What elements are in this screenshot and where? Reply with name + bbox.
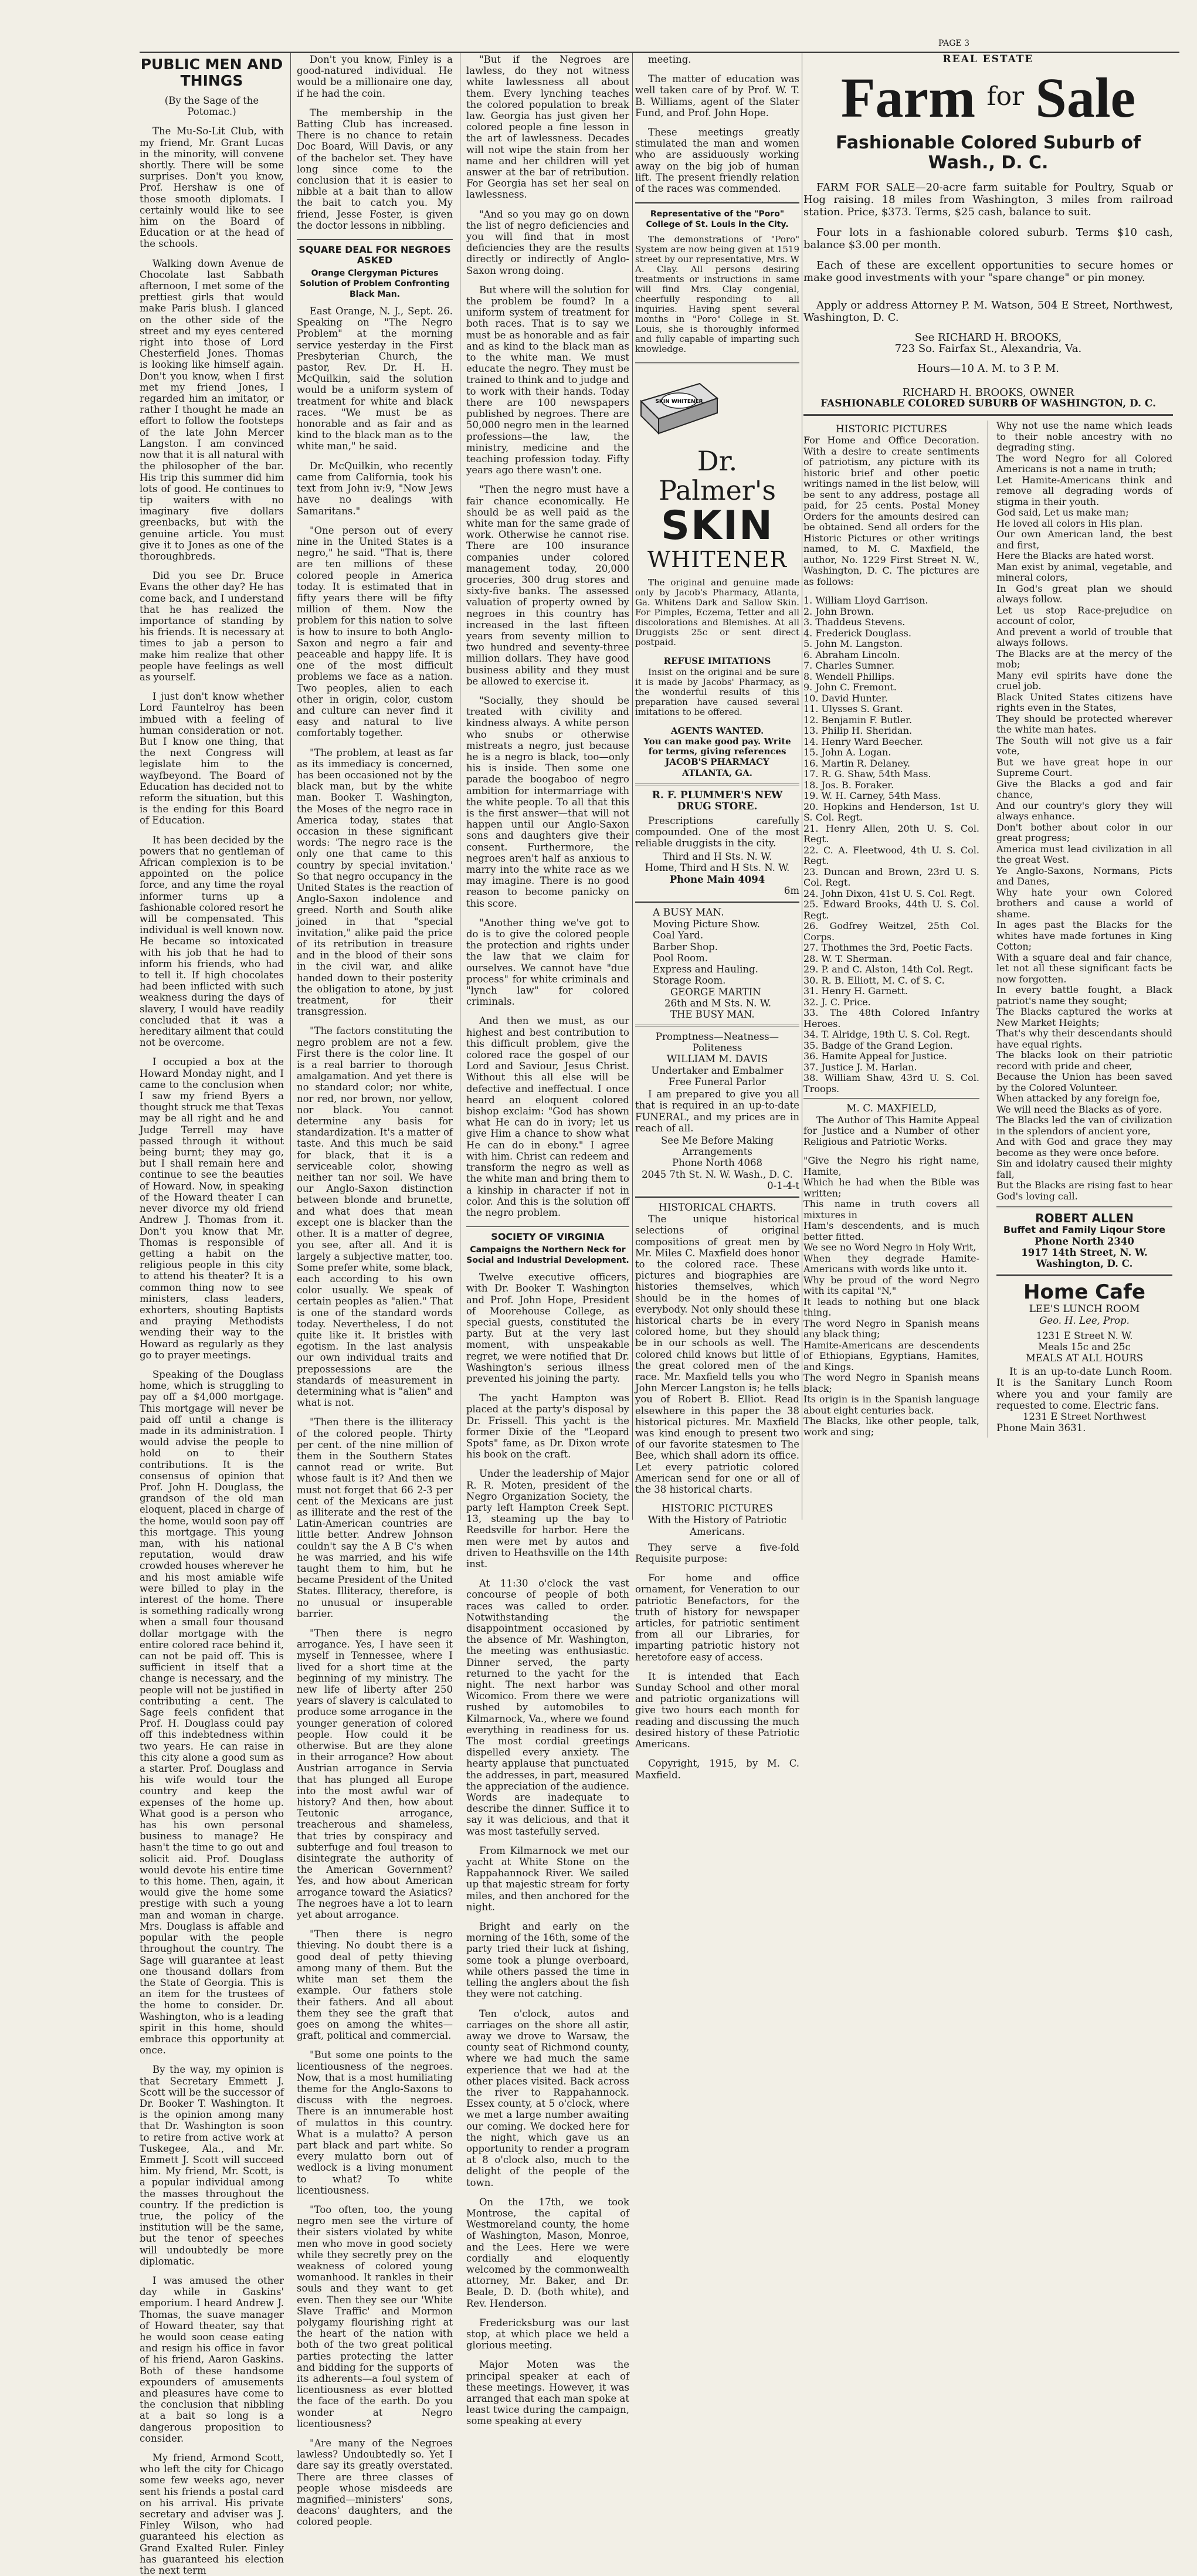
list-item: Black United States citizens have rights even in the States, — [996, 691, 1172, 714]
list-item: The Blacks, like other people, talk, work and sing; — [803, 1415, 979, 1438]
list-item: And our country's glory they will always enhance. — [996, 799, 1172, 822]
list-item: And prevent a world of trouble that always follows. — [996, 626, 1172, 649]
column-4 — [635, 54, 799, 1781]
paragraph: "Then there is negro arrogance. Yes, I have seen it myself in Tennessee, where I lived for a short time at the beginning of my ministry. The new life of liberty after 250 years of slavery is calculated to produce some arrogance in the younger generation of colored people. How could it be otherwise. But are they alone in their arrogance? How about Austrian arrogance in Servia that has plunged all Europe into the most awful war of history? And then, how about Teutonic arrogance, treacherous and shameless, that tries by conspiracy and subterfuge and foul treason to disintegrate the authority of the American Government? Yes, and how about American arrogance toward the Asiatics? The negroes have a lot to learn yet about arrogance. — [297, 1628, 453, 1921]
each-text: Each of these are excellent opportunities to secure homes or make good investments with your "spare change" or pin money. — [803, 259, 1173, 284]
paragraph: For home and office ornament, for Veneration to our patriotic Benefactors, for the truth of history for newspaper articles, for patriotic sentiment from all our Libraries, for imparting patriotic history not heretofore easy of access. — [635, 1572, 799, 1663]
see-address: 723 So. Fairfax St., Alexandria, Va. — [894, 343, 1082, 355]
davis-role: Undertaker and Embalmer — [651, 1065, 784, 1076]
list-item: When attacked by any foreign foe, — [996, 1093, 1160, 1104]
column-rule — [290, 53, 291, 1520]
list-item: 7. Charles Sumner. — [803, 660, 895, 672]
list-item: 32. J. C. Price. — [803, 996, 871, 1008]
busy-man-ad — [635, 907, 799, 1020]
list-item: The word Negro for all Colored Americans is not a name in truth; — [996, 452, 1172, 475]
davis-code: 0-1-4-t — [767, 1179, 799, 1191]
list-item: Which he had when the Bible was written; — [803, 1177, 979, 1199]
list-item: We see no Word Negro in Holy Writ, — [803, 1242, 976, 1253]
divider — [297, 239, 453, 240]
divider — [803, 1098, 979, 1099]
poro-heading: Representative of the "Poro" College of St. Louis in the City. — [646, 209, 789, 230]
farm-text: FARM FOR SALE—20-acre farm suitable for Poultry, Squab or Hog raising. 18 miles from Washington, 3 miles from railroad station. Price, $373. Terms, $25 cash, balance to suit. — [803, 181, 1173, 219]
divider — [635, 784, 799, 785]
list-item: In God's great plan we should always follow. — [996, 582, 1172, 605]
paragraph: The matter of education was well taken care of by Prof. W. T. B. Williams, agent of the Slater Fund, and Prof. John Hope. — [635, 73, 799, 118]
hours: Hours—10 A. M. to 3 P. M. — [917, 362, 1059, 375]
list-item: Man exist by animal, vegetable, and mineral colors, — [996, 561, 1172, 584]
hp-heading: HISTORIC PICTURES — [835, 423, 948, 436]
palmer-name: Dr. Palmer's — [658, 445, 776, 507]
divider — [996, 1206, 1172, 1208]
paragraph: And then we must, as our highest and best contribution to this difficult problem, give the colored race the gospel of our Lord and Saviour, Jesus Christ. Without this all else will be defective and ineffectual. I once heard an eloquent colored bishop exclaim: "God has shown what He can do in ivory; let us give Him a chance to show what He can do in ebony." I agree with him. Christ can redeem and transform the negro as well as the white man and bring them to a kinship in character if not in color. And this is the solution off the negro problem. — [466, 1015, 629, 1218]
article-body — [297, 306, 453, 2528]
busy-list — [653, 918, 799, 986]
list-item: 2. John Brown. — [803, 605, 874, 617]
paragraph: Ten o'clock, autos and carriages on the shore all astir, away we drove to Warsaw, the county seat of Richmond county, where we had much the same experience that we had at the other places visited. Back across the river to Rappahannock. Essex county, at 5 o'clock, where we met a large number awaiting our coming. We docked here for the night, which gave us an opportunity to render a program at 8 o'clock also, much to the delight of the people of the town. — [466, 2008, 629, 2188]
farm-for-sale-headline — [803, 66, 1173, 130]
list-item: 6. Abraham Lincoln. — [803, 649, 900, 660]
paragraph: On the 17th, we took Montrose, the capital of Westmoreland county, the home of Washington, Mason, Monroe, and the Lees. Here we were cordially and eloquently welcomed by the commonwealth attorney, Mr. Baker, and Dr. Beale, D. D. (both white), and Rev. Henderson. — [466, 2196, 629, 2309]
cafe-text: It is an up-to-date Lunch Room. It is the Sanitary Lunch Room where you and your family are requested to come. Electric fans. — [996, 1366, 1172, 1411]
list-item: Give the Blacks a god and fair chance, — [996, 778, 1172, 801]
article-body — [635, 54, 799, 194]
column-rule — [632, 53, 633, 1520]
list-item: God said, Let us make man; — [996, 507, 1129, 518]
paragraph: It is intended that Each Sunday School and other moral and patriotic organizations will give two hours each month for reading and discussing the much desired history of these Patriotic Americans. — [635, 1670, 799, 1750]
paragraph: I just don't know whether Lord Fauntelroy has been imbued with a feeling of human consideration or not. But I know one thing, that the next Congress will legislate him to the wayfbeyond. The Board of Education has decided not to reform the situation, but this is the ending for this Board of Education. — [140, 691, 284, 826]
top-rule — [140, 52, 1179, 53]
list-item: 18. Jos. B. Foraker. — [803, 779, 894, 791]
paragraph: meeting. — [648, 54, 691, 65]
paragraph: "Socially, they should be treated with civility and kindness always. A white person who snubs or otherwise mistreats a negro, just because he is a negro is black, too—only his is inside. Then some one parade the boogaboo of negro ambition for intermarriage with the white people. To all that this is the first answer—that will not happen until our Anglo-Saxon sons and daughters give their consent. Furthermore, the negroes aren't half as anxious to marry into the white race as we may imagine. There is no good reason to become panicky on this score. — [466, 694, 629, 909]
paragraph: "But some one points to the licentiousness of the negroes. Now, that is a most humiliating theme for the Anglo-Saxons to discuss with the negroes. There is an innumerable host of mulattos in this country. What is a mulatto? A person part black and part white. So every mulatto born out of wedlock is a living monument to what? To white licentiousness. — [297, 2049, 453, 2196]
list-item: Sin and idolatry caused their mighty fall, — [996, 1158, 1172, 1180]
list-item: 10. David Hunter. — [803, 692, 888, 704]
list-item: Its origin is in the Spanish language about eight centuries back. — [803, 1394, 979, 1416]
lots-text: Four lots in a fashionable colored suburb. Terms $10 cash, balance $3.00 per month. — [803, 226, 1173, 252]
cafe-meals: Meals 15c and 25c — [1038, 1341, 1131, 1353]
box-label: SKIN WHITENER — [655, 399, 703, 405]
busy-address: 26th and M Sts. N. W. — [664, 997, 771, 1009]
list-item: Many evil spirits have done the cruel job. — [996, 669, 1172, 692]
list-item: This name in truth covers all mixtures in — [803, 1198, 979, 1221]
palmer-skin: SKIN — [661, 503, 774, 550]
list-item: 19. W. H. Carney, 54th Mass. — [803, 790, 941, 802]
list-item: They should be protected wherever the white man hates. — [996, 713, 1172, 735]
list-item: 22. C. A. Fleetwood, 4th U. S. Col. Regt. — [803, 844, 979, 867]
list-item: With a square deal and fair chance, let not all these significant facts be now forgotten. — [996, 951, 1172, 985]
list-item: 3. Thaddeus Stevens. — [803, 616, 906, 628]
cafe-phone: Phone Main 3631. — [996, 1422, 1086, 1434]
paragraph: "Another thing we've got to do is to give the colored people the protection and rights under the law that we claim for ourselves. We cannot have "due process" for white criminals and "lynch law" for colored criminals. — [466, 917, 629, 1008]
right-subcolumn — [996, 421, 1172, 1438]
lower-section — [803, 421, 1173, 1438]
list-item: The blacks look on their patriotic record with pride and cheer, — [996, 1049, 1172, 1072]
article-headline: SQUARE DEAL FOR NEGROES ASKED — [299, 244, 451, 266]
list-item: 33. The 48th Colored Infantry Heroes. — [803, 1007, 979, 1029]
palmer-text: You can make good pay. Write for terms, giving references — [643, 735, 791, 757]
plummer-ad — [635, 790, 799, 896]
list-item: Pool Room. — [653, 952, 708, 964]
divider — [803, 414, 1173, 416]
paragraph: It has been decided by the powers that no gentleman of African complexion is to be appointed on the police force, and any time the royal informer turns up a fashionable colored resort he will be compensated. This individual is well known now. He became so intoxicated with his job that he had to inform his friends, who had to tell it. If high chocolates had been inflicted with such weakness during the days of slavery, I would have readily concluded that it was a hereditary ailment that could not be overcome. — [140, 834, 284, 1049]
list-item: 9. John C. Fremont. — [803, 682, 897, 693]
list-item: 1. William Lloyd Garrison. — [803, 595, 928, 606]
list-item: Here the Blacks are hated worst. — [996, 550, 1154, 562]
hp-list — [803, 595, 979, 1094]
paragraph: The membership in the Batting Club has increased. There is no chance to retain Doc Board, Will Davis, or any of the bachelor set. They have long since come to the conclusion that it is easier to nibble at a bait than to allow the bait to catch you. My friend, Jesse Foster, is given the doctor lessons in nibbling. — [297, 107, 453, 231]
list-item: Ye Anglo-Saxons, Normans, Picts and Danes, — [996, 865, 1172, 887]
busy-title: A BUSY MAN. — [653, 907, 724, 919]
list-item: The word Negro in Spanish means any black thing; — [803, 1317, 979, 1340]
list-item: Hamite-Americans are descendents of Ethiopians, Egyptians, Hamites, and Kings. — [803, 1339, 979, 1372]
list-item: Why be proud of the word Negro with its capital "N," — [803, 1274, 979, 1297]
list-item: 24. John Dixon, 41st U. S. Col. Regt. — [803, 887, 975, 899]
palmer-ad — [635, 369, 799, 779]
paragraph: "Then there is the illiteracy of the colored people. Thirty per cent. of the nine million of them in the Southern States cannot read or write. But whose fault is it? And then we must not forget that 66 2-3 per cent of the Mexicans are just as illiterate and the rest of the Latin-American countries are little better. Andrew Johnson couldn't say the A B C's when he was married, and his wife taught them to him, but he became President of the United States. Illiteracy, therefore, is no unusual or insuperable barrier. — [297, 1416, 453, 1619]
article-subheadline: Campaigns the Northern Neck for Social and Industrial Development. — [466, 1245, 629, 1266]
list-item: 16. Martin R. Delaney. — [803, 757, 910, 769]
list-item: Let us stop Race-prejudice on account of color, — [996, 604, 1172, 627]
list-item: Don't bother about color in our great progress; — [996, 821, 1172, 844]
paragraph: "Then there is negro thieving. No doubt there is a good deal of petty thieving among many of them. But the white man set them the example. Our fathers stole their fathers. And all about them they see the graft that goes on among the whites—graft, political and commercial. — [297, 1928, 453, 2042]
column-5 — [803, 54, 1173, 1519]
list-item: Let Hamite-Americans think and remove all degrading words of stigma in their youth. — [996, 474, 1172, 507]
list-item: 5. John M. Langston. — [803, 638, 903, 650]
paragraph: Did you see Dr. Bruce Evans the other day? He has come back, and I understand that he has realized the importance of standing by his friends. It is necessary at times to jab a person to make him realize that other people have feelings as well as yourself. — [140, 570, 284, 683]
list-item: 29. P. and C. Alston, 14th Col. Regt. — [803, 964, 974, 975]
divider — [996, 1274, 1172, 1276]
list-item: The word Negro in Spanish means black; — [803, 1372, 979, 1394]
list-item: 26. Godfrey Weitzel, 25th Col. Corps. — [803, 920, 979, 943]
apply-text: Apply or address Attorney P. M. Watson, 504 E Street, Northwest, Washington, D. C. — [803, 299, 1173, 324]
left-subcolumn — [803, 421, 979, 1438]
byline: (By the Sage of the Potomac.) — [164, 95, 259, 118]
list-item: He loved all colors in His plan. — [996, 517, 1143, 529]
paragraph: Major Moten was the principal speaker at each of these meetings. However, it was arranged that each man spoke at least twice during the campaign, some speaking at every — [466, 2359, 629, 2427]
hp-body — [635, 1542, 799, 1781]
owner-sub: FASHIONABLE COLORED SUBURB OF WASHINGTON, D. C. — [820, 398, 1157, 410]
list-item: Moving Picture Show. — [653, 918, 760, 930]
sale-word: Sale — [1035, 66, 1136, 130]
list-item: 11. Ulysses S. Grant. — [803, 703, 903, 715]
list-item: When they degrade Hamite-Americans with words like unto it. — [803, 1252, 979, 1275]
list-item: And with God and grace they may become as they were once before. — [996, 1136, 1172, 1158]
paragraph: My friend, Armond Scott, who left the city for Chicago some few weeks ago, never sent his friends a postal card on his arrival. His private secretary and adviser was J. Finley Wilson, who had guaranteed his election as Grand Exalted Ruler. Finley has guaranteed his election the next term — [140, 2452, 284, 2576]
plummer-phone: Phone Main 4094 — [669, 873, 765, 885]
palmer-text: The original and genuine made only by Jacob's Pharmacy, Atlanta, Ga. Whitens Dark and Sallow Skin. For Pimples, Eczema, Tetter and all discolorations and Blemishes. At all Druggists 25c or sent direct postpaid. — [635, 577, 799, 648]
davis-ad — [635, 1031, 799, 1191]
list-item: "Give the Negro his right name, Hamite, — [803, 1155, 979, 1177]
article-headline: SOCIETY OF VIRGINIA — [491, 1231, 605, 1243]
list-item: Barber Shop. — [653, 941, 718, 953]
list-item: 23. Duncan and Brown, 23rd U. S. Col. Regt. — [803, 866, 979, 889]
paragraph: By the way, my opinion is that Secretary Emmett J. Scott will be the successor of Dr. Booker T. Washington. It is the opinion among many that Dr. Washington is soon to retire from active work at Tuskegee, Ala., and Mr. Emmett J. Scott will succeed him. My friend, Mr. Scott, is a popular individual among the masses throughout the country. If the prediction is true, the policy of the institution will be the same, but the tenor of speeches will undoubtedly be more diplomatic. — [140, 2064, 284, 2267]
list-item: We will need the Blacks as of yore. — [996, 1103, 1162, 1115]
paragraph: Fredericksburg was our last stop, at which place we held a glorious meeting. — [466, 2317, 629, 2351]
list-item: Because the Union has been saved by the Colored Volunteer. — [996, 1071, 1172, 1093]
cafe-sub: LEE'S LUNCH ROOM — [1029, 1303, 1140, 1316]
hp-intro: For Home and Office Decoration. With a desire to create sentiments of patriotism, any picture with its historic brief and other poetic writings named in the list below, will be sent to any address, postage all paid, for 25 cents. Postal Money Orders for the amounts desired can be obtained. Send all orders for the Historic Pictures or other writings named, to M. C. Maxfield, the author, No. 1229 First Street N. W., Washington, D. C. The pictures are as follows: — [803, 435, 979, 587]
list-item: 28. W. T. Sherman. — [803, 953, 893, 964]
list-item: The Blacks captured the works at New Market Heights; — [996, 1006, 1172, 1028]
allen-address: 1917 14th Street, N. W. — [1021, 1246, 1148, 1258]
paragraph: "Then the negro must have a fair chance economically. He should be as well paid as the white man for the same grade of work. Otherwise he cannot rise. There are 100 insurance companies under colored management today, 20,000 groceries, 300 drug stores and sixty-five banks. The assessed valuation of property owned by negroes in this country has increased in the last fifteen years from seventy million to two hundred and seventy-three million dollars. They have good business ability and they must be allowed to exercise it. — [466, 484, 629, 687]
plummer-address: Home, Third and H Sts. N. W. — [645, 862, 790, 874]
palmer-pharmacy: JACOB'S PHARMACY — [665, 756, 769, 767]
see-name: See RICHARD H. BROOKS, — [914, 331, 1062, 344]
davis-phone: Phone North 4068 — [672, 1157, 763, 1169]
plummer-title: R. F. PLUMMER'S NEW DRUG STORE. — [652, 789, 783, 813]
list-item: The Blacks are at the mercy of the mob; — [996, 648, 1172, 670]
list-item: 31. Henry H. Garnett. — [803, 985, 908, 997]
skin-whitener-box-icon — [635, 375, 723, 439]
plummer-address: Third and H Sts. N. W. — [662, 851, 772, 863]
cafe-address: 1231 E Street N. W. — [1036, 1330, 1133, 1341]
list-item: Why hate your own Colored brothers and cause a world of shame. — [996, 886, 1172, 920]
charts-text: The unique historical selections of original compositions of great men by Mr. Miles C. Maxfield does honor to the colored race. These pictures and biographies are histories themselves, which should be in the homes of everybody. Not only should these historical charts be in every colored home, but they should be in our schools as well. The colored child knows but little of the great colored men of the race. Mr. Maxfield tells you who John Mercer Langston is; he tells you of Robert B. Elliot. Read elsewhere in this paper the 38 historical pictures. Mr. Maxfield was kind enough to present two of our favorite statesmen to The Bee, which shall adorn its office. Let every patriotic colored American send for one or all of the 38 historical charts. — [635, 1214, 799, 1496]
cafe-prop: Geo. H. Lee, Prop. — [1039, 1315, 1130, 1327]
for-word: for — [986, 82, 1025, 112]
allen-ad — [996, 1213, 1172, 1269]
paragraph: "Are many of the Negroes lawless? Undoubtedly so. Yet I dare say its greatly overstated. There are three classes of people whose misdeeds are magnified—ministers' sons, deacons' daughters, and the colored people. — [297, 2438, 453, 2528]
list-item: 25. Edward Brooks, 44th U. S. Col. Regt. — [803, 899, 979, 921]
busy-tag: THE BUSY MAN. — [670, 1008, 755, 1020]
list-item: 17. R. G. Shaw, 54th Mass. — [803, 768, 931, 780]
real-estate-label: REAL ESTATE — [942, 53, 1034, 65]
allen-sub: Buffet and Family Liqour Store — [1003, 1224, 1166, 1236]
list-item: 14. Henry Ward Beecher. — [803, 735, 924, 747]
list-item: In every battle fought, a Black patriot's name they sought; — [996, 984, 1172, 1006]
paragraph: They serve a five-fold Requisite purpose: — [635, 1541, 799, 1565]
palmer-agents: AGENTS WANTED. — [670, 725, 764, 736]
maxfield-name: M. C. MAXFIELD, — [846, 1103, 937, 1115]
davis-address: 2045 7th St. N. W. Wash., D. C. — [642, 1168, 793, 1180]
list-item: 4. Frederick Douglass. — [803, 627, 911, 639]
list-item: Ham's descendents, and is much better fitted. — [803, 1220, 979, 1242]
paragraph: Dr. McQuilkin, who recently came from California, took his text from John iv:9, "Now Jews have no dealings with Samaritans." — [297, 460, 453, 517]
paragraph: East Orange, N. J., Sept. 26. Speaking on "The Negro Problem" at the morning service yesterday in the First Presbyterian Church, the pastor, Rev. Dr. H. H. McQuilkin, said the solution would be a uniform system of treatment for white and black races. "We must be as honorable and as fair and as kind to the black man as to the white man," he said. — [297, 306, 453, 452]
divider — [635, 362, 799, 364]
paragraph: Copyright, 1915, by M. C. Maxfield. — [635, 1758, 799, 1781]
list-item: Coal Yard. — [653, 930, 704, 941]
page-number: PAGE 3 — [938, 39, 970, 48]
davis-text: I am prepared to give you all that is required in an up-to-date FUNERAL, and my prices are in reach of all. — [635, 1089, 799, 1134]
list-item: Why not use the name which leads to their noble ancestry with no degrading sting. — [996, 420, 1172, 453]
davis-name: WILLIAM M. DAVIS — [666, 1053, 768, 1065]
palmer-city: ATLANTA, GA. — [682, 768, 752, 779]
paragraph: Twelve executive officers, with Dr. Booker T. Washington and Prof. John Hope, President of Moorehouse College, as special guests, constituted the party. But at the very last moment, with unspeakable regret, we were notified that Dr. Washington's serious illness prevented his joining the party. — [466, 1272, 629, 1384]
divider — [635, 1196, 799, 1198]
suburb-headline: Fashionable Colored Suburb of Wash., D. C. — [836, 133, 1141, 174]
list-item: 36. Hamite Appeal for Justice. — [803, 1050, 947, 1062]
article-body — [297, 54, 453, 231]
busy-name: GEORGE MARTIN — [670, 986, 761, 998]
divider — [635, 901, 799, 903]
list-item: 30. R. B. Elliott, M. C. of S. C. — [803, 974, 945, 986]
paragraph: From Kilmarnock we met our yacht at White Stone on the Rappahannock River. We sailed up that majestic stream for forty miles, and then anchored for the night. — [466, 1845, 629, 1913]
palmer-whitener: WHITENER — [647, 547, 787, 573]
article-body — [466, 1272, 629, 2427]
list-item: In ages past the Blacks for the whites have made fortunes in King Cotton; — [996, 919, 1172, 953]
charts-heading: HISTORICAL CHARTS. — [658, 1201, 776, 1214]
divider — [635, 1025, 799, 1026]
paragraph: Walking down Avenue de Chocolate last Sabbath afternoon, I met some of the prettiest girls that would make Paris blush. I glanced on the other side of the street and my eyes centered right into those of Lord Chesterfield Jones. Thomas is looking like himself again. Don't you know, when I first met my friend Jones, I regarded him an imitator, or rather I thought he made an effort to follow the footsteps of the late John Mercer Langston. I am convinced now that it is all natural with the philosopher of the bar. His trip this summer did him lots of good. He continues to tip waiters with no imaginary five dollars greenbacks, but with the genuine article. You must give it to Jones as one of the thoroughbreds. — [140, 257, 284, 562]
column-3 — [466, 54, 629, 2427]
cafe-ad — [996, 1280, 1172, 1433]
column-2 — [297, 54, 453, 2528]
owner: RICHARD H. BROOKS, OWNER — [902, 386, 1074, 399]
list-item: 21. Henry Allen, 20th U. S. Col. Regt. — [803, 822, 979, 845]
allen-phone: Phone North 2340 — [1035, 1235, 1134, 1247]
palmer-text: Insist on the original and be sure it is made by Jacobs' Pharmacy, as the wonderful results of this preparation have caused several imitations to be offered. — [635, 666, 799, 717]
list-item: 8. Wendell Phillips. — [803, 670, 895, 682]
plummer-text: Prescriptions carefully compounded. One of the most reliable druggists in the city. — [635, 815, 799, 849]
paragraph: Don't you know, Finley is a good-natured individual. He would be a millionaire one day, if he had the coin. — [297, 54, 453, 99]
list-item: 12. Benjamin F. Butler. — [803, 714, 913, 726]
paragraph: "Too often, too, the young negro men see the virture of their sisters violated by white men who move in good society while they secretly prey on the weakness of colored young womanhood. It rankles in their souls and they want to get even. Then they see our 'White Slave Traffic' and Mormon polygamy flourishing right at the heart of the nation with both of the two great political parties protecting the latter and bidding for the supports of its adherents—a foul system of licentiousness as ever blotted the face of the earth. Do you wonder at Negro licentiousness? — [297, 2204, 453, 2429]
article-subheadline: Orange Clergyman Pictures Solution of Problem Confronting Black Man. — [300, 269, 450, 300]
list-item: It leads to nothing but one black thing. — [803, 1296, 979, 1318]
paragraph: Bright and early on the morning of the 16th, some of the party tried their luck at fishing, some took a plunge overboard, while others passed the time in telling the anglers about the fish they were not catching. — [466, 1921, 629, 2000]
paragraph: The Mu-So-Lit Club, with my friend, Mr. Grant Lucas in the minority, will convene shortly. There will be some surprises. Don't you know, Prof. Hershaw is one of those smooth diplomats. I certainly would like to see him on the Board of Education or at the head of the schools. — [140, 126, 284, 250]
maxfield-text: The Author of This Hamite Appeal for Justice and a Number of other Religious and Patriotic Works. — [803, 1114, 979, 1147]
article-headline: PUBLIC MEN AND THINGS — [140, 56, 283, 89]
list-item: But the Blacks are rising fast to hear God's loving call. — [996, 1179, 1172, 1202]
paragraph: I was amused the other day while in Gaskins' emporium. I heard Andrew J. Thomas, the suave manager of Howard theater, say that he would soon cease eating and resign his office in favor of his friend, Aaron Gaskins. Both of these handsome expounders of amusements and pleasures have come to the conclusion that nibbling at a bait so long is a dangerous proposition to consider. — [140, 2275, 284, 2444]
list-item: 15. John A. Logan. — [803, 747, 891, 758]
paragraph: These meetings greatly stimulated the man and women who are assiduously working away on the big job of human lift. The present friendly relation of the races was commended. — [635, 127, 799, 195]
hp-heading: HISTORIC PICTURES — [661, 1503, 774, 1515]
list-item: 37. Justice J. M. Harlan. — [803, 1061, 917, 1073]
poem-right — [996, 421, 1172, 1202]
list-item: But we have great hope in our Supreme Court. — [996, 756, 1172, 779]
poem-left — [803, 1155, 979, 1438]
cafe-hours: MEALS AT ALL HOURS — [1025, 1353, 1144, 1364]
list-item: America must lead civilization in all the great West. — [996, 843, 1172, 866]
article-body — [466, 54, 629, 1218]
article-body — [140, 126, 284, 2576]
paragraph: But where will the solution for the problem be found? In a uniform system of treatment for both races. That is to say we must be as honorable and as fair and as kind to the black man as to the white man. We must educate the negro. They must be trained to think and to judge and to work with their hands. Today there are 100 newspapers published by negroes. There are 50,000 negro men in the learned professions—the law, the ministry, medicine and the teaching profession today. Fifty years ago there wasn't one. — [466, 284, 629, 476]
cafe-address: 1231 E Street Northwest — [1022, 1411, 1147, 1423]
divider — [466, 1226, 629, 1227]
list-item: Our own American land, the best and first, — [996, 528, 1172, 551]
davis-free: Free Funeral Parlor — [668, 1076, 766, 1087]
paragraph: "The factors constituting the negro problem are not a few. First there is the color line. It is a real barrier to thorough amalgamation. And yet there is no standard color; nor white, nor red, nor brown, nor yellow, nor black. You cannot determine any basis for standardization. It's a matter of taste. And this much be said for black, that it is a serviceable color, showing neither tan nor soil. We have our Anglo-Saxon distinction between blonde and brunette, and what does that mean except one is blacker than the other. It is a matter of degree, you see, after all. And it is largely a subjective matter, too. Some prefer white, some black, each according to his own color usually. We speak of certain peoples as "alien." That is one of the standard words today. Nevertheless, I do not quite like it. It bristles with egotism. In the last analysis our own individual traits and prepossessions are the standards of measurement in determining what is "alien" and what is not. — [297, 1025, 453, 1409]
paragraph: The yacht Hampton was placed at the party's disposal by Dr. Frissell. This yacht is the former Dixie of the "Leopard Spots" fame, as Dr. Dixon wrote his book on the craft. — [466, 1392, 629, 1460]
paragraph: Under the leadership of Major R. R. Moten, president of the Negro Organization Society, the party left Hampton Creek Sept. 13, steaming up the bay to Reedsville for harbor. Here the men were met by autos and driven to Heathsville on the 14th inst. — [466, 1468, 629, 1570]
list-item: The South will not give us a fair vote, — [996, 734, 1172, 757]
list-item: 35. Badge of the Grand Legion. — [803, 1039, 953, 1051]
allen-name: ROBERT ALLEN — [1035, 1211, 1134, 1226]
list-item: Storage Room. — [653, 975, 726, 987]
paragraph: "And so you may go on down the list of negro deficiencies and you will find that in most deficiencies they are the results directly or indirectly of Anglo-Saxon wrong doing. — [466, 208, 629, 276]
davis-motto: Promptness—Neatness—Politeness — [655, 1031, 779, 1054]
paragraph: At 11:30 o'clock the vast concourse of people of both races was called to order. Notwithstanding the disappointment occasioned by the absence of Mr. Washington, the meeting was enthusiastic. Dinner served, the party returned to the yacht for the night. The next harbor was Wicomico. From there we were rushed by automobiles to Kilmarnock, Va., where we found everything in readiness for us. The most cordial greetings dispelled every anxiety. The hearty applause that punctuated the addresses, in part, measured the appreciation of the audience. Words are inadequate to describe the dinner. Suffice it to say it was delicious, and that it was most tastefully served. — [466, 1578, 629, 1837]
divider — [635, 202, 799, 204]
palmer-refuse: REFUSE IMITATIONS — [663, 656, 771, 667]
hp-subheading: With the History of Patriotic Americans. — [647, 1514, 787, 1537]
list-item: 20. Hopkins and Henderson, 1st U. S. Col. Regt. — [803, 801, 979, 823]
paragraph: Speaking of the Douglass home, which is struggling to pay off a $4,000 mortgage. This mortgage will never be paid off until a change is made in its administration. I would advise the people to hold on to their contributions. It is the consensus of opinion that Prof. John H. Douglass, the grandson of the old man eloquent, placed in charge of the home, would soon pay off this mortgage. This young man, with his national reputation, would draw crowded houses wherever he and his most amiable wife were billed to play in the interest of the home. There is something radically wrong when a small four thousand dollar mortgage with the entire colored race behind it, can not be paid off. This is sufficient in itself that a change is necessary, and the people will not be justified in contributing a cent. The Sage feels confident that Prof. H. Douglass could pay off this indebtedness within two years. He can raise in this city alone a good sum as a starter. Prof. Douglass and his wife would tour the country and keep the expenses of the home up. What good is a person who has his own personal business to manage? He hasn't the time to go out and solicit aid. Prof. Douglass would devote his entire time to this home. Then, again, it would give the home some prestige with such a young man and woman in charge. Mrs. Douglass is affable and popular with the people throughout the country. The Sage will guarantee at least one thousand dollars from the State of Georgia. This is an item for the trustees of the home to consider. Dr. Washington, who is a leading spirit in this home, should embrace this opportunity at once. — [140, 1368, 284, 2056]
paragraph: "One person out of every nine in the United States is a negro," he said. "That is, there are ten millions of these colored people in America today. It is estimated that in fifty years there will be fifty million of them. Now the problem for this nation to solve is how to insure to both Anglo-Saxon and negro a fair and peaceable and happy life. It is one of the most difficult problems we face as a nation. Two peoples, alien to each other in origin, color, custom and culture can never find it easy and natural to live comfortably together. — [297, 524, 453, 739]
paragraph: I occupied a box at the Howard Monday night, and I came to the conclusion when I saw my friend Byers a thought struck me that Texas may be all right and he and Judge Terrell may have passed through it without being burnt; they may go, but I shall remain here and continue to see the beauties of Howard. Now, in speaking of the Howard theater I can never divorce my old friend Andrew J. Thomas from it. Don't you know that Mr. Thomas is responsible of getting a habit on the religious people in this city to attend his theater? It is a common thing now to see ministers, class leaders, exhorters, shouting Baptists and praying Methodists wending their way to the Howard as regularly as they go to prayer meetings. — [140, 1056, 284, 1361]
list-item: That's why their descendants should have equal rights. — [996, 1028, 1172, 1050]
davis-see: See Me Before Making Arrangements — [660, 1134, 774, 1158]
allen-city: Washington, D. C. — [1036, 1258, 1133, 1270]
list-item: Express and Hauling. — [653, 964, 758, 975]
list-item: The Blacks led the van of civilization in the splendors of ancient yore, — [996, 1114, 1172, 1137]
list-item: 38. William Shaw, 43rd U. S. Col. Troops. — [803, 1072, 979, 1094]
plummer-code: 6m — [784, 884, 799, 896]
list-item: 13. Philip H. Sheridan. — [803, 725, 913, 737]
poro-text: The demonstrations of "Poro" System are now being given at 1519 street by our representative, Mrs. W A. Clay. All persons desiring treatments or instructions in same will find Mrs. Clay congenial, cheerfully responding to all inquiries. Having spent several months in "Poro" College in St. Louis, she is thoroughly informed and fully capable of imparting such knowledge. — [635, 234, 799, 355]
column-1 — [140, 54, 284, 2576]
list-item: 34. T. Alridge, 19th U. S. Col. Regt. — [803, 1029, 970, 1040]
cafe-name: Home Cafe — [1023, 1280, 1145, 1304]
paragraph: "The problem, at least as far as its immediacy is concerned, has been occasioned not by the black man, but by the white man. Booker T. Washington, the Moses of the negro race in America today, states that occasion in these significant words: 'The negro race is the only one that came to this country by special invitation.' So that negro occupancy in the United States is the reaction of Anglo-Saxon indolence and greed. North and South alike joined in that "special invitation," alike paid the price of its retribution in treasure and in the blood of their sons in the civil war, and alike handed down to their posterity the obligation to atone, by just treatment, for their transgression. — [297, 747, 453, 1018]
paragraph: "But if the Negroes are lawless, do they not witness white lawlessness all about them. Every lynching teaches the colored population to break law. Georgia has just given her colored people a fine lesson in the art of lawlessness. Decades will not wipe the stain from her name and her children will yet answer at the bar of retribution. For Georgia has set her seal on lawlessness. — [466, 54, 629, 201]
list-item: 27. Thothmes the 3rd, Poetic Facts. — [803, 942, 973, 954]
farm-word: Farm — [840, 66, 976, 130]
